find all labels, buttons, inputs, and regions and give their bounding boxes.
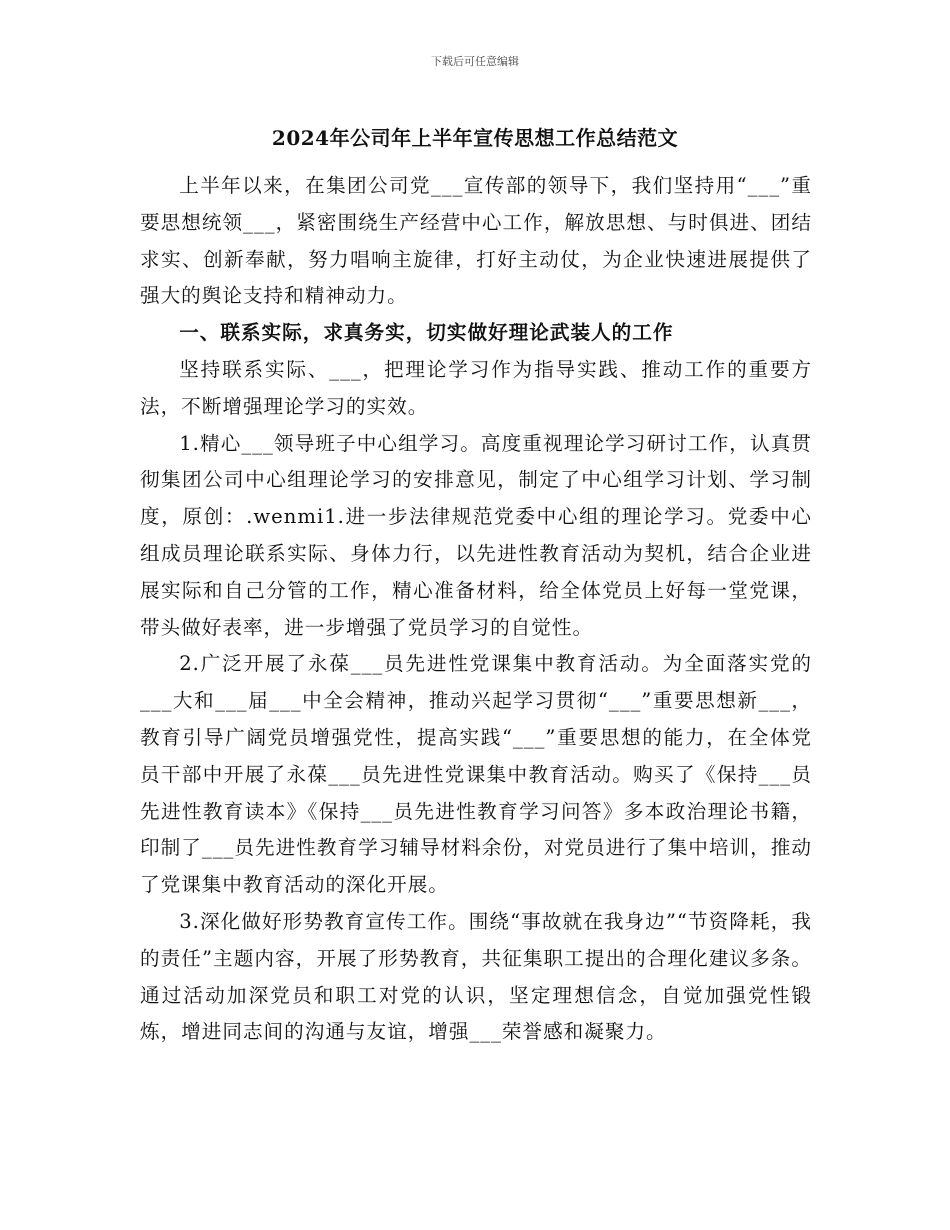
- intro-paragraph: 上半年以来，在集团公司党___宣传部的领导下，我们坚持用“___”重要思想统领___，紧密围绕生产经营中心工作，解放思想、与时俱进、团结求实、创新奉献，努力唱响主旋律，打好主动仗，为企业快速进展提供了强大的舆论支持和精神动力。: [140, 174, 812, 308]
- header-note: 下载后可任意编辑: [431, 55, 519, 68]
- item-3-paragraph: 3.深化做好形势教育宣传工作。围绕“事故就在我身边”“节资降耗，我的责任”主题内容，开展了形势教育，共征集职工提出的合理化建议多条。通过活动加深党员和职工对党的认识，坚定理想信念，自觉加强党性锻炼，增进同志间的沟通与友谊，增强___荣誉感和凝聚力。: [140, 909, 812, 1044]
- document-body: [140, 168, 812, 1051]
- document-title: 2024年公司年上半年宣传思想工作总结范文: [271, 126, 679, 150]
- section-1-heading: 一、联系实际，求真务实，切实做好理论武装人的工作: [179, 321, 674, 345]
- section-1-lead-paragraph: 坚持联系实际、___，把理论学习作为指导实践、推动工作的重要方法，不断增强理论学习的实效。: [140, 357, 812, 418]
- item-1-paragraph: 1.精心___领导班子中心组学习。高度重视理论学习研讨工作，认真贯彻集团公司中心组理论学习的安排意见，制定了中心组学习计划、学习制度，原创：.wenmi1.进一步法律规范党委中心组的理论学习。党委中心组成员理论联系实际、身体力行，以先进性教育活动为契机，结合企业进展实际和自己分管的工作，精心准备材料，给全体党员上好每一堂党课，带头做好表率，进一步增强了党员学习的自觉性。: [140, 431, 812, 639]
- item-2-paragraph: 2.广泛开展了永葆___员先进性党课集中教育活动。为全面落实党的___大和___届___中全会精神，推动兴起学习贯彻“___”重要思想新___，教育引导广阔党员增强党性，提高实践“___”重要思想的能力，在全体党员干部中开展了永葆___员先进性党课集中教育活动。购买了《保持___员先进性教育读本》《保持___员先进性教育学习问答》多本政治理论书籍，印制了___员先进性教育学习辅导材料余份，对党员进行了集中培训，推动了党课集中教育活动的深化开展。: [140, 652, 812, 897]
